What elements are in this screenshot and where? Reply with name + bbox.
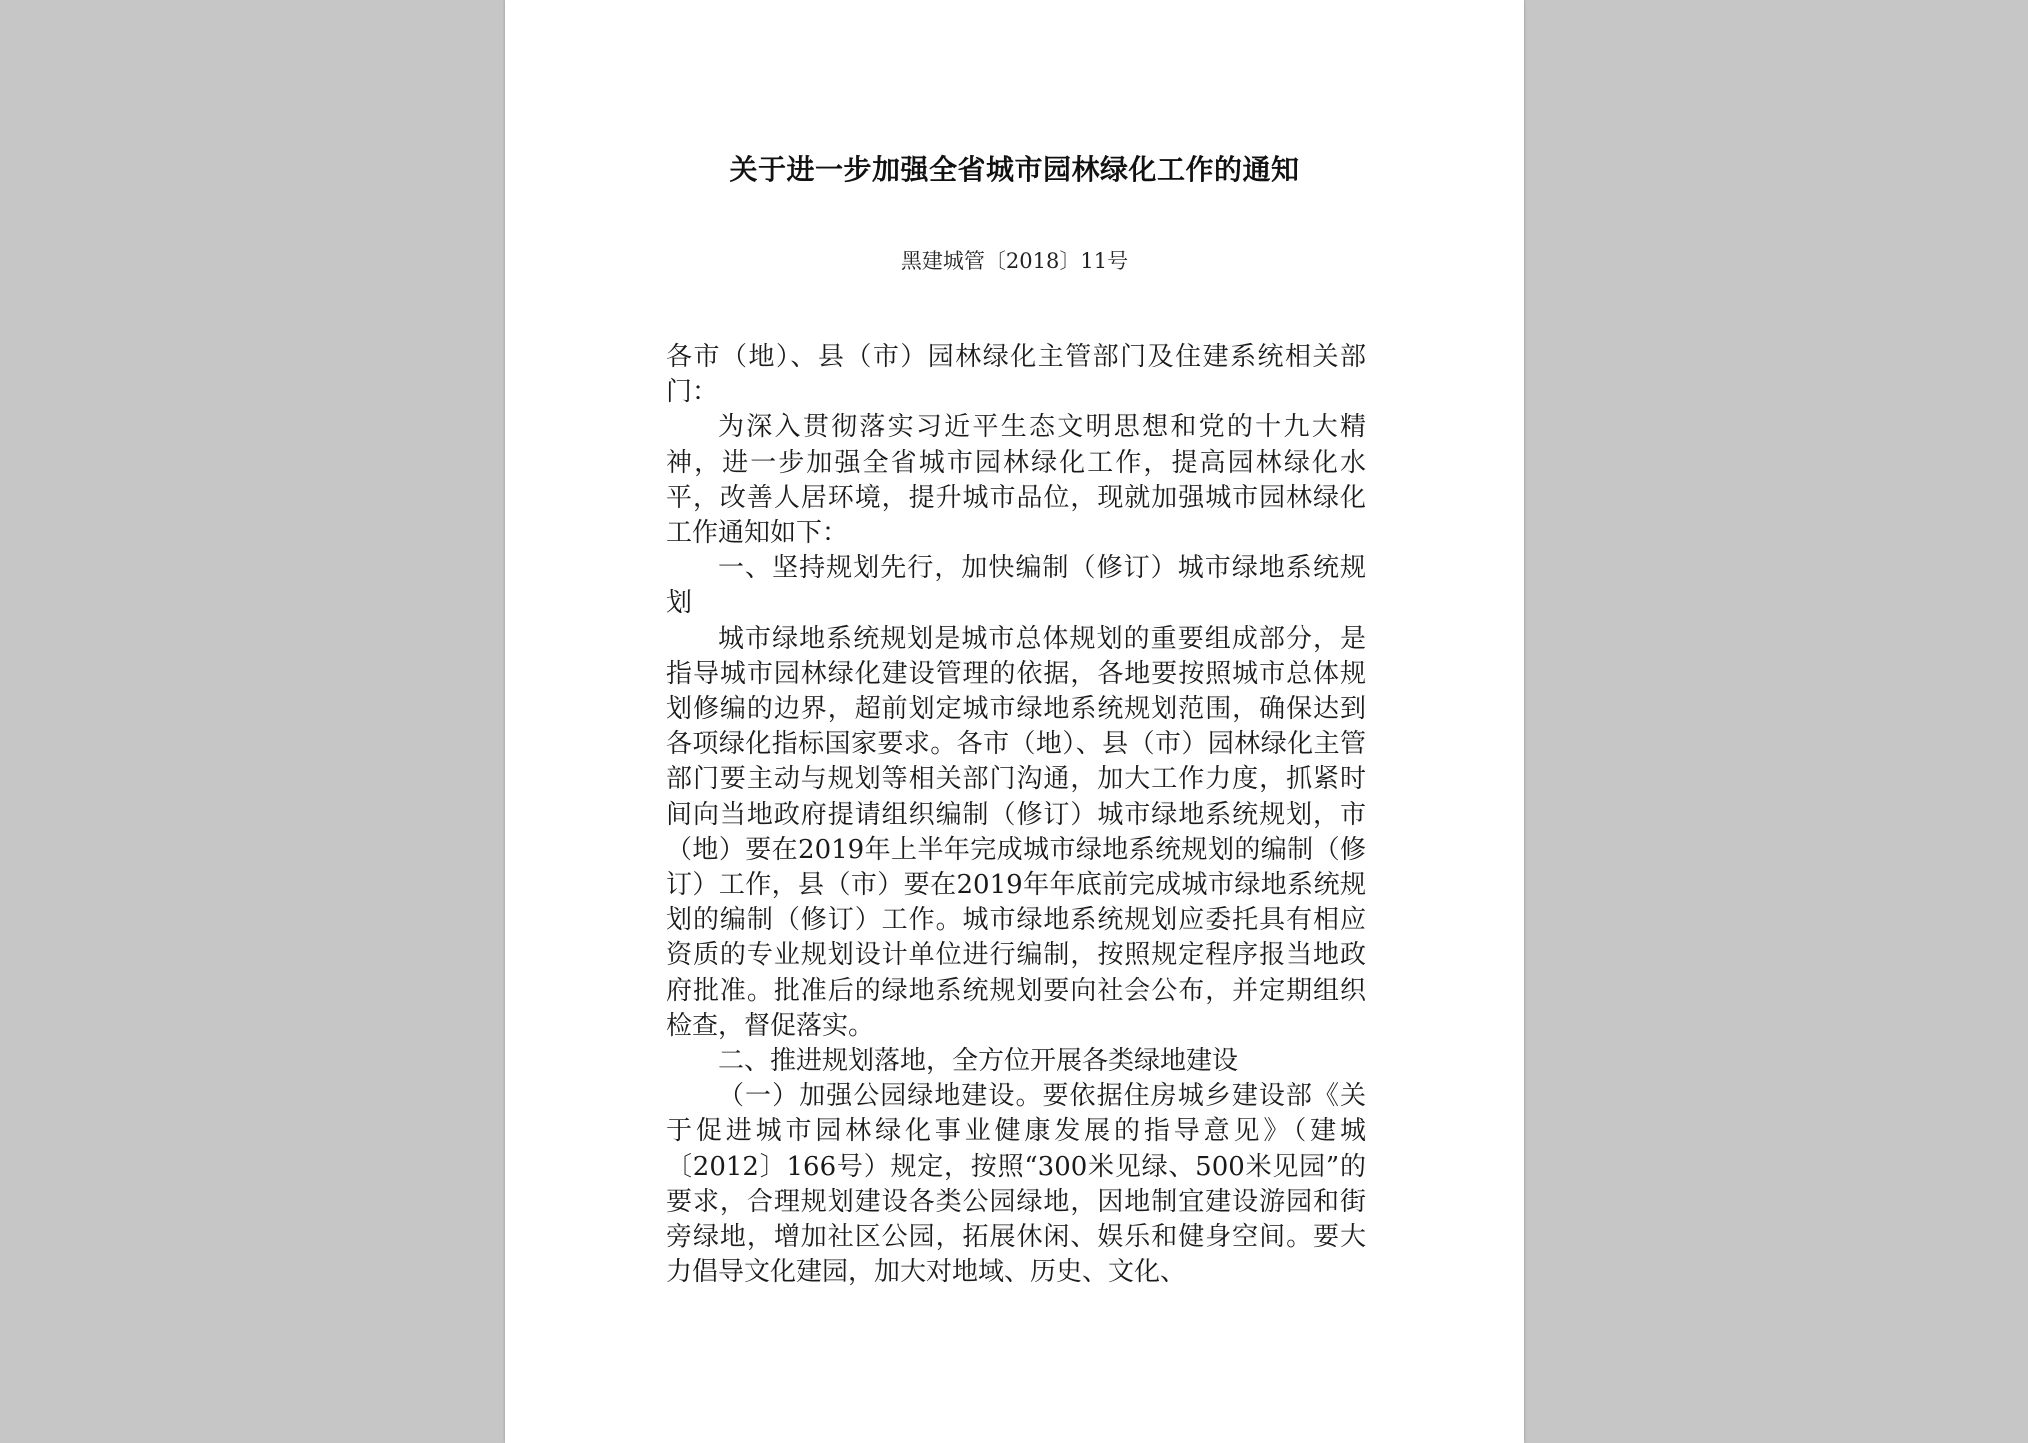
- section-heading-2: 二、推进规划落地，全方位开展各类绿地建设: [718, 1046, 1239, 1077]
- document-number: 黑建城管〔2018〕11号: [900, 249, 1129, 273]
- salutation: 各市（地）、县（市）园林绿化主管部门及住建系统相关部门：: [666, 342, 1366, 408]
- document-body: [666, 340, 1366, 1290]
- paragraph-section-1: 城市绿地系统规划是城市总体规划的重要组成部分，是指导城市园林绿化建设管理的依据，各地要按照城市总体规划修编的边界，超前划定城市绿地系统规划范围，确保达到各项绿化指标国家要求。各市（地）、县（市）园林绿化主管部门要主动与规划等相关部门沟通，加大工作力度，抓紧时间向当地政府提请组织编制（修订）城市绿地系统规划，市（地）要在2019年上半年完成城市绿地系统规划的编制（修订）工作，县（市）要在2019年年底前完成城市绿地系统规划的编制（修订）工作。城市绿地系统规划应委托具有相应资质的专业规划设计单位进行编制，按照规定程序报当地政府批准。批准后的绿地系统规划要向社会公布，并定期组织检查，督促落实。: [666, 623, 1366, 1041]
- document-title: 关于进一步加强全省城市园林绿化工作的通知: [729, 153, 1300, 186]
- document-page: [505, 0, 1524, 1443]
- section-heading-1: 一、坚持规划先行，加快编制（修订）城市绿地系统规划: [666, 553, 1366, 619]
- paragraph-intro: 为深入贯彻落实习近平生态文明思想和党的十九大精神，进一步加强全省城市园林绿化工作，提高园林绿化水平，改善人居环境，提升城市品位，现就加强城市园林绿化工作通知如下：: [666, 412, 1366, 549]
- paragraph-section-2-item-1: （一）加强公园绿地建设。要依据住房城乡建设部《关于促进城市园林绿化事业健康发展的指导意见》（建城〔2012〕166号）规定，按照“300米见绿、500米见园”的要求，合理规划建设各类公园绿地，因地制宜建设游园和街旁绿地，增加社区公园，拓展休闲、娱乐和健身空间。要大力倡导文化建园，加大对地域、历史、文化、: [666, 1081, 1366, 1288]
